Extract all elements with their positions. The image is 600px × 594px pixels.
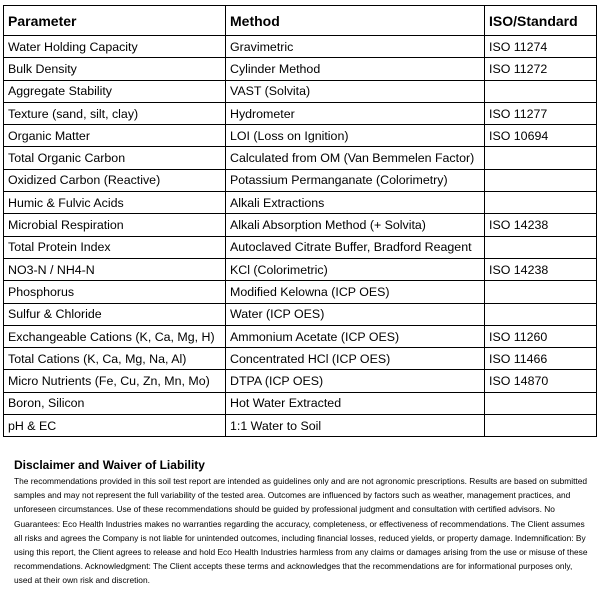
disclaimer-title: Disclaimer and Waiver of Liability	[14, 458, 205, 472]
parameter-cell: Water Holding Capacity	[4, 36, 226, 58]
table-row	[4, 102, 597, 124]
method-cell: Alkali Extractions	[226, 192, 485, 214]
table-row	[4, 392, 597, 414]
iso-standard-cell: ISO 14870	[485, 370, 597, 392]
table-row	[4, 236, 597, 258]
table-row	[4, 325, 597, 347]
table-row	[4, 58, 597, 80]
parameter-cell: Bulk Density	[4, 58, 226, 80]
table-row	[4, 415, 597, 437]
iso-standard-cell: ISO 10694	[485, 125, 597, 147]
header-iso-standard: ISO/Standard	[485, 6, 597, 36]
iso-standard-cell	[485, 303, 597, 325]
table-row	[4, 147, 597, 169]
parameter-cell: Boron, Silicon	[4, 392, 226, 414]
method-cell: Hot Water Extracted	[226, 392, 485, 414]
iso-standard-cell: ISO 14238	[485, 258, 597, 280]
iso-standard-cell	[485, 147, 597, 169]
method-cell: 1:1 Water to Soil	[226, 415, 485, 437]
table-header-row	[4, 6, 597, 36]
table-row	[4, 348, 597, 370]
iso-standard-cell: ISO 11466	[485, 348, 597, 370]
parameter-cell: Humic & Fulvic Acids	[4, 192, 226, 214]
iso-standard-cell: ISO 11272	[485, 58, 597, 80]
method-cell: VAST (Solvita)	[226, 80, 485, 102]
header-method: Method	[226, 6, 485, 36]
parameter-cell: Oxidized Carbon (Reactive)	[4, 169, 226, 191]
table-body	[4, 36, 597, 437]
table-row	[4, 192, 597, 214]
table-row	[4, 370, 597, 392]
parameter-cell: Phosphorus	[4, 281, 226, 303]
disclaimer-body: The recommendations provided in this soil test report are intended as guidelines only and are not agronomic prescriptions. Results are based on submitted samples and may not represent the full variability of the tested area. Outcomes are influenced by factors such as weather, management practices, and unforeseen circumstances. Use of these recommendations should be guided by professional judgment and consultation with certified advisors. No Guarantees: Eco Health Industries makes no warranties regarding the accuracy, completeness, or effectiveness of recommendations. The Client assumes all risks and agrees the Company is not liable for unintended outcomes, including financial losses, reduced yields, or property damage. Indemnification: By using this report, the Client agrees to release and hold Eco Health Industries harmless from any claims or damages arising from the use or misuse of these recommendations. Acknowledgment: The Client accepts these terms and acknowledges that the recommendations are for informational purposes only, used at their own risk and discretion.	[14, 476, 588, 586]
method-cell: Gravimetric	[226, 36, 485, 58]
method-cell: Hydrometer	[226, 102, 485, 124]
table-row	[4, 281, 597, 303]
method-cell: DTPA (ICP OES)	[226, 370, 485, 392]
table-row	[4, 258, 597, 280]
method-cell: Ammonium Acetate (ICP OES)	[226, 325, 485, 347]
method-cell: Potassium Permanganate (Colorimetry)	[226, 169, 485, 191]
method-cell: Autoclaved Citrate Buffer, Bradford Reagent	[226, 236, 485, 258]
method-cell: Water (ICP OES)	[226, 303, 485, 325]
table-row	[4, 80, 597, 102]
method-cell: Modified Kelowna (ICP OES)	[226, 281, 485, 303]
iso-standard-cell: ISO 14238	[485, 214, 597, 236]
parameter-cell: NO3-N / NH4-N	[4, 258, 226, 280]
header-parameter: Parameter	[4, 6, 226, 36]
iso-standard-cell	[485, 169, 597, 191]
iso-standard-cell: ISO 11260	[485, 325, 597, 347]
method-cell: LOI (Loss on Ignition)	[226, 125, 485, 147]
parameter-cell: Total Organic Carbon	[4, 147, 226, 169]
method-cell: Alkali Absorption Method (+ Solvita)	[226, 214, 485, 236]
parameter-cell: Total Protein Index	[4, 236, 226, 258]
method-cell: Cylinder Method	[226, 58, 485, 80]
iso-standard-cell	[485, 192, 597, 214]
method-cell: KCl (Colorimetric)	[226, 258, 485, 280]
parameter-cell: Total Cations (K, Ca, Mg, Na, Al)	[4, 348, 226, 370]
method-cell: Concentrated HCl (ICP OES)	[226, 348, 485, 370]
soil-test-methods-table	[3, 5, 597, 437]
parameter-cell: pH & EC	[4, 415, 226, 437]
table-row	[4, 303, 597, 325]
soil-test-methods-table-container	[3, 5, 596, 437]
parameter-cell: Microbial Respiration	[4, 214, 226, 236]
iso-standard-cell: ISO 11277	[485, 102, 597, 124]
iso-standard-cell	[485, 80, 597, 102]
parameter-cell: Aggregate Stability	[4, 80, 226, 102]
table-row	[4, 214, 597, 236]
iso-standard-cell	[485, 392, 597, 414]
parameter-cell: Exchangeable Cations (K, Ca, Mg, H)	[4, 325, 226, 347]
parameter-cell: Organic Matter	[4, 125, 226, 147]
parameter-cell: Micro Nutrients (Fe, Cu, Zn, Mn, Mo)	[4, 370, 226, 392]
iso-standard-cell	[485, 281, 597, 303]
table-row	[4, 125, 597, 147]
parameter-cell: Sulfur & Chloride	[4, 303, 226, 325]
method-cell: Calculated from OM (Van Bemmelen Factor)	[226, 147, 485, 169]
iso-standard-cell	[485, 236, 597, 258]
parameter-cell: Texture (sand, silt, clay)	[4, 102, 226, 124]
iso-standard-cell	[485, 415, 597, 437]
disclaimer-section	[14, 458, 590, 588]
table-row	[4, 36, 597, 58]
table-row	[4, 169, 597, 191]
iso-standard-cell: ISO 11274	[485, 36, 597, 58]
